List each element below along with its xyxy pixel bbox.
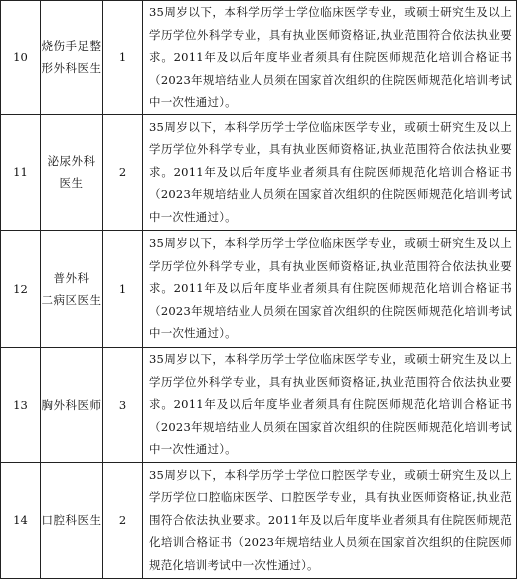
headcount: 2 [103, 462, 143, 578]
table-row [1, 114, 517, 230]
requirements-text: 35周岁以下，本科学历学士学位临床医学专业，或硕士研究生及以上学历学位外科学专业，具有执业医师资格证,执业范围符合依法执业要求。2011年及以后年度毕业者须具有住院医师规范化培训合格证书（2023年规培结业人员须在国家首次组织的住院医师规范化培训考试中一次性通过）。 [149, 5, 512, 109]
post-name-cell [41, 230, 103, 347]
table-row [1, 347, 517, 462]
post-name-line: 口腔科医生 [41, 513, 102, 527]
post-name-cell [41, 114, 103, 230]
row-number: 14 [1, 462, 41, 578]
requirements-cell [143, 462, 517, 578]
row-number: 13 [1, 347, 41, 462]
requirements-cell [143, 347, 517, 462]
requirements-text: 35周岁以下，本科学历学士学位临床医学专业，或硕士研究生及以上学历学位外科学专业，具有执业医师资格证,执业范围符合依法执业要求。2011年及以后年度毕业者须具有住院医师规范化培训合格证书（2023年规培结业人员须在国家首次组织的住院医师规范化培训考试中一次性通过）。 [149, 119, 512, 224]
post-name-line: 烧伤手足整 [41, 39, 102, 54]
post-name-line: 形外科医生 [41, 61, 102, 76]
requirements-text: 35周岁以下，本科学历学士学位临床医学专业，或硕士研究生及以上学历学位外科学专业，具有执业医师资格证,执业范围符合依法执业要求。2011年及以后年度毕业者须具有住院医师规范化培训合格证书（2023年规培结业人员须在国家首次组织的住院医师规范化培训考试中一次性通过）。 [149, 352, 512, 457]
requirements-cell [143, 114, 517, 230]
requirements-cell [143, 1, 517, 115]
requirements-cell [143, 230, 517, 347]
table-row [1, 230, 517, 347]
post-name-line: 泌尿外科 [47, 154, 96, 168]
headcount: 1 [103, 1, 143, 115]
row-number: 10 [1, 1, 41, 115]
post-name-cell [41, 462, 103, 578]
headcount: 3 [103, 347, 143, 462]
post-name-cell [41, 347, 103, 462]
row-number: 11 [1, 114, 41, 230]
requirements-text: 35周岁以下，本科学历学士学位口腔医学专业，或硕士研究生及以上学历学位口腔临床医学、口腔医学专业，具有执业医师资格证,执业范围符合依法执业要求。2011年及以后年度毕业者须具有住院医师规范化培训合格证书（2023年规培结业人员须在国家首次组织的住院医师规范化培训考试中一次性通过）。 [149, 467, 512, 572]
post-name-line: 二病区医生 [41, 292, 102, 307]
post-name-cell [41, 1, 103, 115]
row-number: 12 [1, 230, 41, 347]
headcount: 1 [103, 230, 143, 347]
headcount: 2 [103, 114, 143, 230]
table-row [1, 462, 517, 578]
post-name-line: 普外科 [53, 270, 90, 285]
table-row [1, 1, 517, 115]
requirements-text: 35周岁以下，本科学历学士学位临床医学专业，或硕士研究生及以上学历学位外科学专业，具有执业医师资格证,执业范围符合依法执业要求。2011年及以后年度毕业者须具有住院医师规范化培训合格证书（2023年规培结业人员须在国家首次组织的住院医师规范化培训考试中一次性通过）。 [149, 236, 512, 341]
post-name-line: 胸外科医师 [41, 397, 102, 412]
post-name-line: 医生 [59, 176, 84, 190]
